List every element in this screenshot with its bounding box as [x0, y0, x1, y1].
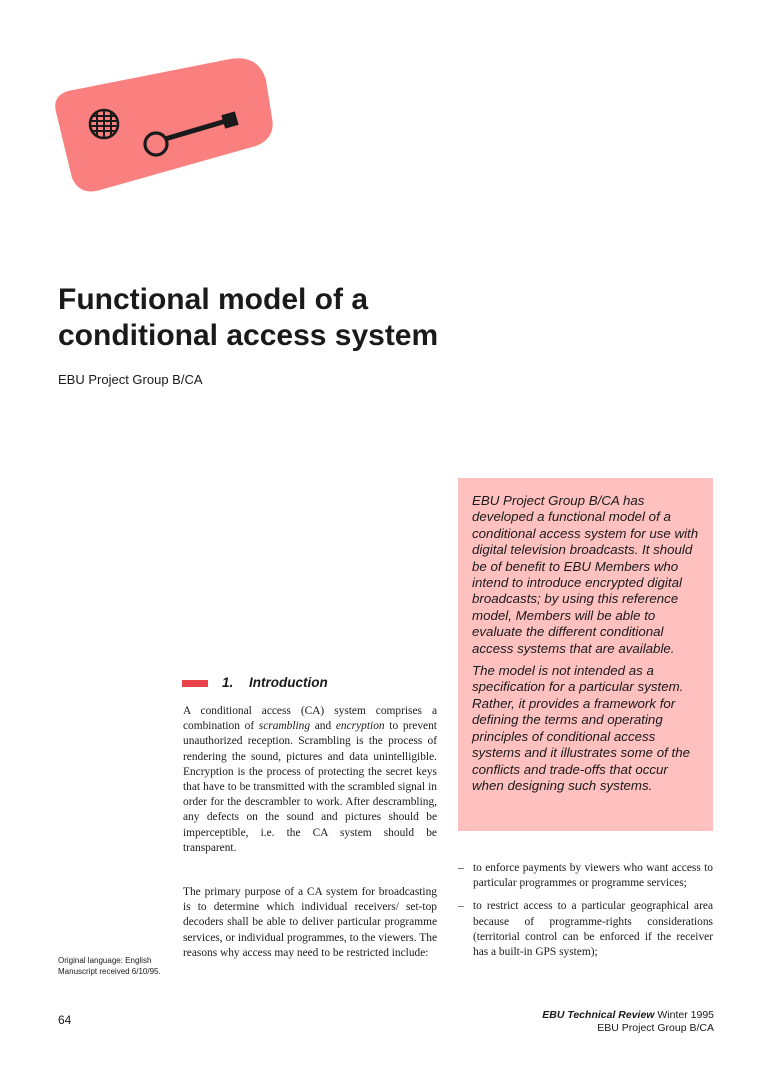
- footer-group: EBU Project Group B/CA: [597, 1022, 714, 1034]
- list-item-text: to enforce payments by viewers who want access to particular programmes or programme services;: [473, 862, 713, 890]
- list-item-text: to restrict access to a particular geographical area because of programme-rights considerations (territorial control can be enforced if the receiver has a built-in GPS system);: [473, 900, 713, 959]
- running-footer: [542, 1009, 714, 1035]
- list-item: [458, 899, 713, 960]
- margin-note: [58, 955, 161, 977]
- list-dash: –: [458, 862, 464, 874]
- abstract-box: [458, 478, 713, 831]
- article-title: [58, 282, 518, 354]
- section-heading: [182, 675, 442, 693]
- original-language-note: Original language: English: [58, 956, 152, 965]
- abstract-paragraph-2: The model is not intended as a specification for a particular system. Rather, it provides a framework for defining the terms and operating principles of conditional access systems and it illustrates some of the conflicts and trade-offs that occur when designing such systems.: [472, 663, 691, 793]
- manuscript-received-note: Manuscript received 6/10/95.: [58, 967, 161, 976]
- page-number: 64: [58, 1013, 72, 1027]
- card-shape: [55, 58, 272, 191]
- section-accent-bar: [182, 680, 208, 687]
- key-card-illustration: [0, 0, 300, 230]
- body-emphasis-scrambling: scrambling: [258, 720, 311, 733]
- list-item: [458, 861, 713, 891]
- restriction-reasons-list: [458, 861, 713, 968]
- body-text: A conditional access (CA) system comprises a combination of: [183, 705, 437, 733]
- section-number: 1.: [222, 675, 234, 690]
- body-text: and: [310, 720, 336, 733]
- title-line-2: conditional access system: [58, 319, 439, 352]
- title-line-1: Functional model of a: [58, 283, 369, 316]
- byline: EBU Project Group B/CA: [58, 372, 203, 387]
- section-title: Introduction: [249, 675, 328, 690]
- body-text: The primary purpose of a CA system for broadcasting is to determine which individual receivers/ set-top decoders shall be able to deliver particular programme services, or individual programmes, to the viewers. The reasons why access may need to be restricted include:: [183, 886, 437, 959]
- list-dash: –: [458, 900, 464, 913]
- body-text: to prevent unauthorized reception. Scrambling is the process of rendering the sound, pictures and data unintelligible. Encryption is the process of protecting the secret keys that have to be transmitted with the scrambled signal in order for the descrambler to work. After descrambling, any defects on the sound and pictures should be imperceptible, i.e. the CA system should be transparent.: [183, 720, 437, 854]
- body-paragraph-2: [183, 885, 437, 961]
- abstract-paragraph-1: EBU Project Group B/CA has developed a functional model of a conditional access system for use with digital television broadcasts. It should be of benefit to EBU Members who intend to introduce encrypted digital broadcasts; by using this reference model, Members will be able to evaluate the different conditional access systems that are available.: [472, 493, 699, 656]
- journal-issue: Winter 1995: [654, 1009, 714, 1021]
- journal-name: EBU Technical Review: [542, 1009, 655, 1021]
- body-emphasis-encryption: encryption: [335, 720, 385, 733]
- body-paragraph-1: [183, 704, 437, 856]
